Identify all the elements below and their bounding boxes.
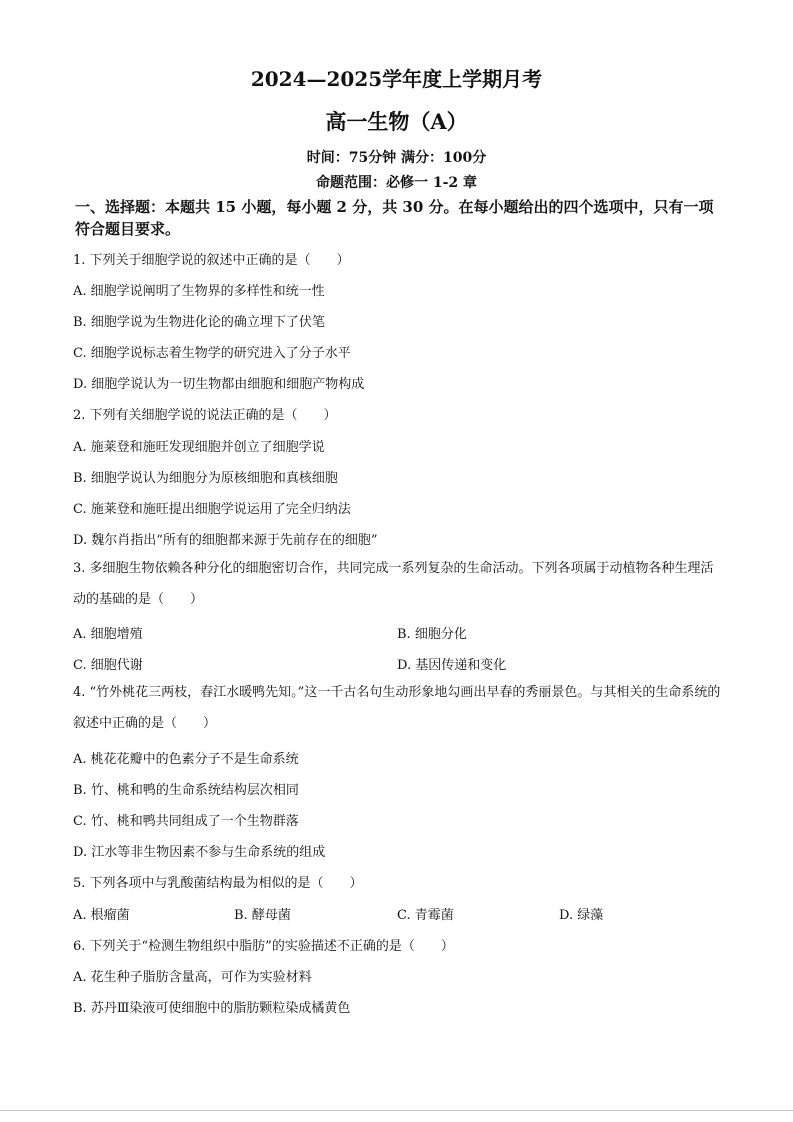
- question-6-stem: 6. 下列关于“检测生物组织中脂肪”的实验描述不正确的是（ ）: [73, 939, 454, 954]
- question-1-option-b: B. 细胞学说为生物进化论的确立埋下了伏笔: [73, 315, 325, 330]
- page-bottom-divider: [0, 1110, 793, 1111]
- exam-subject: 高一生物（A）: [325, 109, 468, 134]
- question-2-option-c: C. 施莱登和施旺提出细胞学说运用了完全归纳法: [73, 502, 351, 517]
- question-4-stem: 4. “竹外桃花三两枝，春江水暖鸭先知。”这一千古名句生动形象地勾画出早春的秀丽景色。与其相关的生命系统的叙述中正确的是（ ）: [73, 685, 721, 731]
- question-3-option-d: D. 基因传递和变化: [397, 658, 507, 673]
- question-1-option-a: A. 细胞学说阐明了生物界的多样性和统一性: [73, 284, 325, 299]
- exam-title: 2024—2025学年度上学期月考: [250, 67, 543, 91]
- question-5-option-a: A. 根瘤菌: [73, 908, 130, 923]
- question-3-option-b: B. 细胞分化: [397, 627, 467, 642]
- question-2-option-b: B. 细胞学说认为细胞分为原核细胞和真核细胞: [73, 471, 338, 486]
- question-6-option-b: B. 苏丹Ⅲ染液可使细胞中的脂肪颗粒染成橘黄色: [73, 1001, 351, 1016]
- question-5-option-d: D. 绿藻: [559, 908, 604, 923]
- question-3-option-a: A. 细胞增殖: [73, 627, 143, 642]
- question-4-option-b: B. 竹、桃和鸭的生命系统结构层次相同: [73, 783, 299, 798]
- question-2-option-a: A. 施莱登和施旺发现细胞并创立了细胞学说: [73, 440, 325, 455]
- question-3-option-c: C. 细胞代谢: [73, 658, 143, 673]
- question-1-option-d: D. 细胞学说认为一切生物都由细胞和细胞产物构成: [73, 377, 365, 392]
- section-heading: 一、选择题：本题共 15 小题，每小题 2 分，共 30 分。在每小题给出的四个选项中，只有一项符合题目要求。: [75, 198, 714, 238]
- question-3-stem: 3. 多细胞生物依赖各种分化的细胞密切合作，共同完成一系列复杂的生命活动。下列各项属于动植物各种生理活动的基础的是（ ）: [73, 561, 714, 607]
- question-4-option-d: D. 江水等非生物因素不参与生命系统的组成: [73, 845, 326, 860]
- question-1-option-c: C. 细胞学说标志着生物学的研究进入了分子水平: [73, 346, 351, 361]
- exam-time-score: 时间：75分钟 满分：100分: [306, 150, 487, 166]
- question-2-stem: 2. 下列有关细胞学说的说法正确的是（ ）: [73, 408, 337, 423]
- question-4-option-a: A. 桃花花瓣中的色素分子不是生命系统: [73, 752, 299, 767]
- question-5-stem: 5. 下列各项中与乳酸菌结构最为相似的是（ ）: [73, 876, 363, 891]
- question-2-option-d: D. 魏尔肖指出“所有的细胞都来源于先前存在的细胞”: [73, 533, 378, 548]
- question-6-option-a: A. 花生种子脂肪含量高，可作为实验材料: [73, 970, 312, 985]
- exam-scope: 命题范围：必修一 1-2 章: [315, 175, 478, 191]
- question-5-option-b: B. 酵母菌: [234, 908, 291, 923]
- question-4-option-c: C. 竹、桃和鸭共同组成了一个生物群落: [73, 814, 299, 829]
- question-5-option-c: C. 青霉菌: [397, 908, 454, 923]
- question-1-stem: 1. 下列关于细胞学说的叙述中正确的是（ ）: [73, 253, 350, 268]
